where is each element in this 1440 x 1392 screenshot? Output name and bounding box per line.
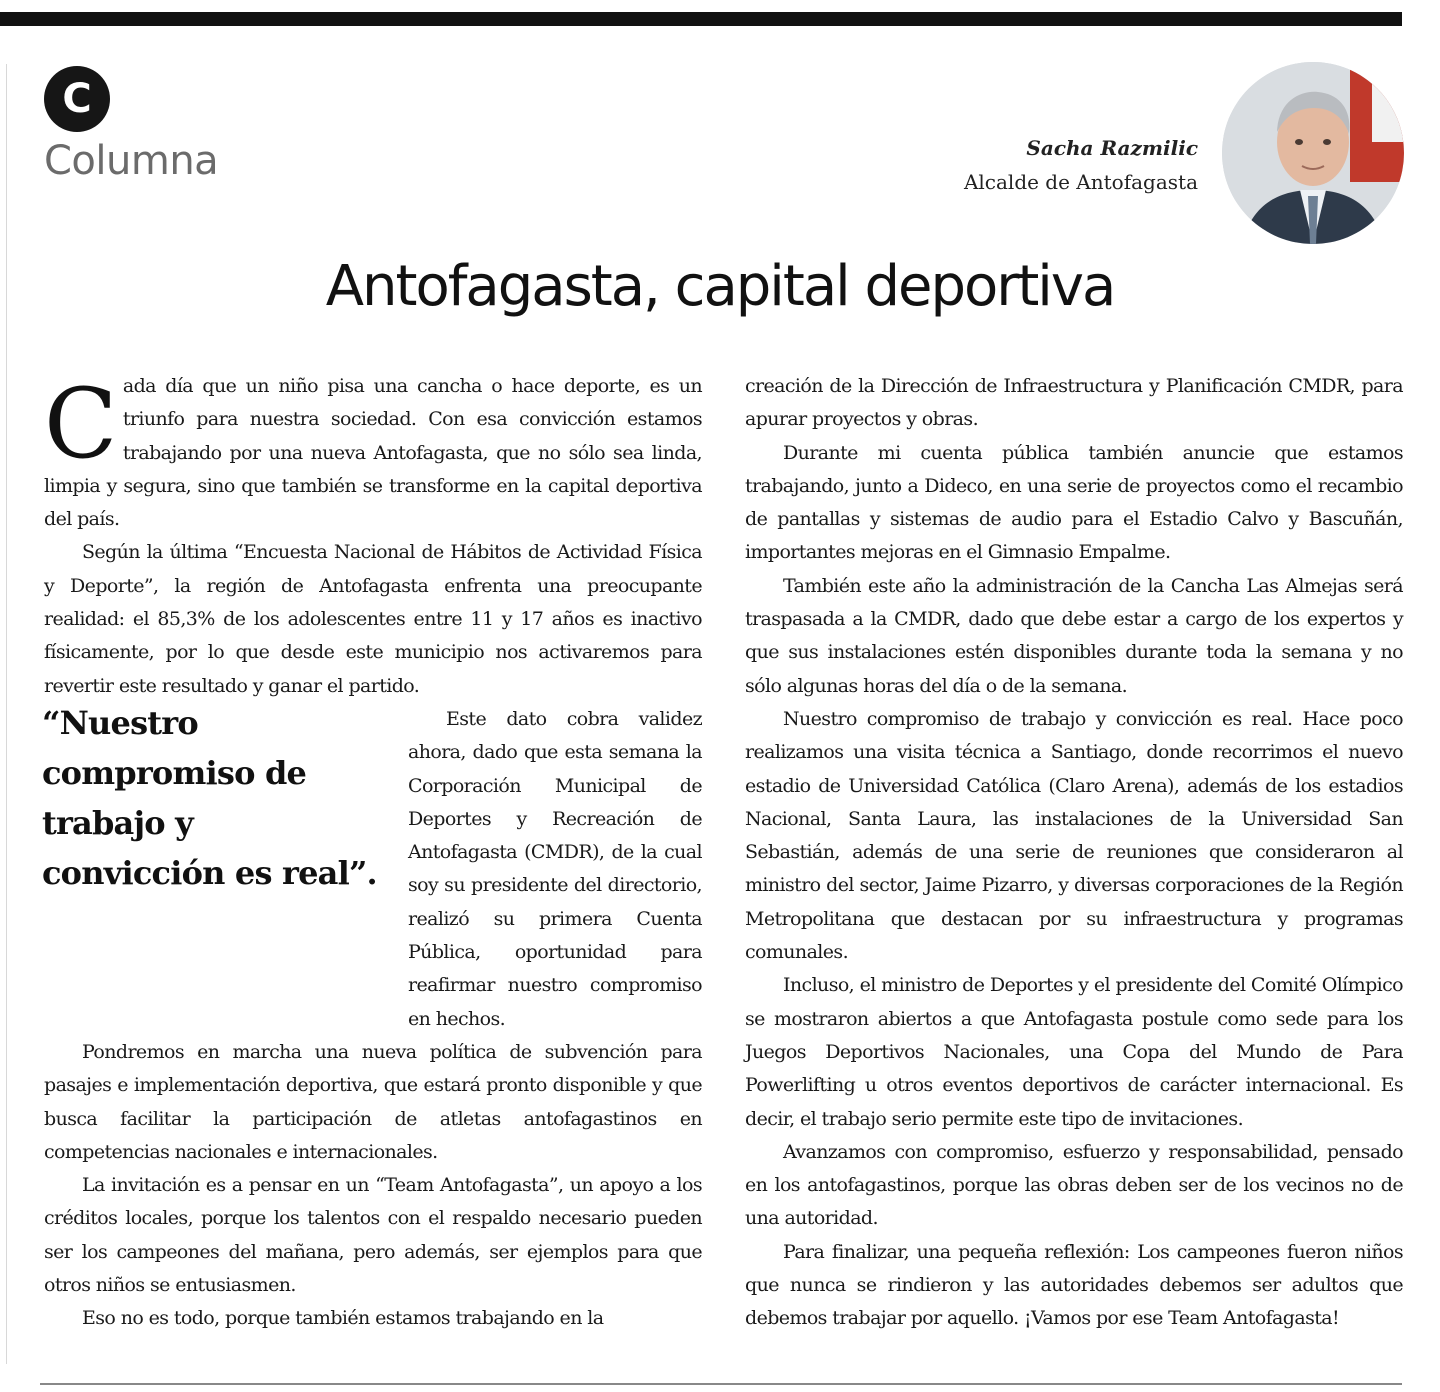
article-paragraph: [745, 703, 1403, 969]
bottom-rule: [40, 1383, 1402, 1385]
article-paragraph: [44, 1036, 702, 1169]
headline: Antofagasta, capital deportiva: [325, 254, 1115, 319]
paragraph-text: Avanzamos con compromiso, esfuerzo y responsabilidad, pensado en los antofagastinos, porque las obras deben ser de los vecinos no de una autoridad.: [745, 1140, 1403, 1230]
article-paragraph: [745, 1136, 1403, 1236]
author-photo: [1222, 62, 1404, 244]
section-badge: C: [44, 66, 110, 132]
author-name: Sacha Razmilic: [1026, 136, 1198, 160]
paragraph-text: La invitación es a pensar en un “Team Antofagasta”, un apoyo a los créditos locales, porque los talentos con el respaldo necesario pueden ser los campeones del mañana, pero además, ser ejemplos para que otros niños se entusiasmen.: [44, 1174, 702, 1297]
paragraph-text: Incluso, el ministro de Deportes y el presidente del Comité Olímpico se mostraron abiertos a que Antofagasta postule como sede para los Juegos Deportivos Nacionales, una Copa del Mundo de Para Powerlifting u otros eventos deportivos de carácter internacional. Es decir, el trabajo serio permite este tipo de invitaciones.: [745, 974, 1403, 1130]
paragraph-text: Eso no es todo, porque también estamos trabajando en la: [82, 1307, 604, 1330]
article-paragraph: [745, 969, 1403, 1135]
article-column-right: [745, 370, 1403, 1336]
paragraph-text: creación de la Dirección de Infraestructura y Planificación CMDR, para apurar proyectos y obras.: [745, 375, 1403, 431]
author-byline: [964, 136, 1198, 194]
article-paragraph: [44, 370, 702, 536]
paragraph-text: Según la última “Encuesta Nacional de Hábitos de Actividad Física y Deporte”, la región de Antofagasta enfrenta una preocupante realidad: el 85,3% de los adolescentes entre 11 y 17 años es inactivo físicamente, por lo que desde este municipio nos activaremos para revertir este resultado y ganar el partido.: [44, 541, 702, 697]
paragraph-text: Durante mi cuenta pública también anuncie que estamos trabajando, junto a Dideco, en una serie de proyectos como el recambio de pantallas y sistemas de audio para el Estadio Calvo y Bascuñán, importantes mejoras en el Gimnasio Empalme.: [745, 441, 1403, 564]
author-role: Alcalde de Antofagasta: [963, 170, 1198, 194]
article-paragraph: [44, 1302, 702, 1335]
paragraph-text: Pondremos en marcha una nueva política de subvención para pasajes e implementación deportiva, que estará pronto disponible y que busca facilitar la participación de atletas antofagastinos en competencias nacionales e internacionales.: [44, 1040, 702, 1163]
paragraph-text: Este dato cobra validez ahora, dado que esta semana la Corporación Municipal de Deportes y Recreación de Antofagasta (CMDR), de la cual soy su presidente del directorio, realizó su primera Cuenta Pública, oportunidad para reafirmar nuestro compromiso en hechos.: [408, 707, 702, 1030]
drop-cap: C: [44, 368, 117, 480]
article-paragraph: [745, 570, 1403, 703]
author-portrait-icon: [1222, 62, 1404, 244]
paragraph-text: ada día que un niño pisa una cancha o hace deporte, es un triunfo para nuestra sociedad. Con esa convicción estamos trabajando por una nueva Antofagasta, que no sólo sea linda, limpia y segura, sino que también se transforme en la capital deportiva del país.: [44, 375, 702, 531]
paragraph-text: Para finalizar, una pequeña reflexión: Los campeones fueron niños que nunca se rindieron y las autoridades debemos ser adultos que debemos trabajar por aquello. ¡Vamos por ese Team Antofagasta!: [745, 1240, 1403, 1330]
pull-quote: “Nuestro compromiso de trabajo y convicción es real”.: [42, 704, 377, 892]
article-paragraph: [745, 370, 1403, 437]
article-paragraph: [44, 1169, 702, 1302]
article-paragraph: [44, 536, 702, 702]
paragraph-text: Nuestro compromiso de trabajo y convicción es real. Hace poco realizamos una visita técnica a Santiago, donde recorrimos el nuevo estadio de Universidad Católica (Claro Arena), además de los estadios Nacional, Santa Laura, las instalaciones de la Universidad San Sebastián, además de una serie de reuniones que consideraron al ministro del sector, Jaime Pizarro, y diversas corporaciones de la Región Metropolitana que destacan por su infraestructura y programas comunales.: [745, 707, 1403, 964]
section-label: Columna: [44, 138, 219, 184]
top-rule: [0, 12, 1402, 26]
paragraph-text: También este año la administración de la Cancha Las Almejas será traspasada a la CMDR, dado que debe estar a cargo de los expertos y que sus instalaciones estén disponibles durante toda la semana y no sólo algunas horas del día o de la semana.: [745, 574, 1403, 697]
article-paragraph: [745, 437, 1403, 570]
article-paragraph: [745, 1236, 1403, 1336]
